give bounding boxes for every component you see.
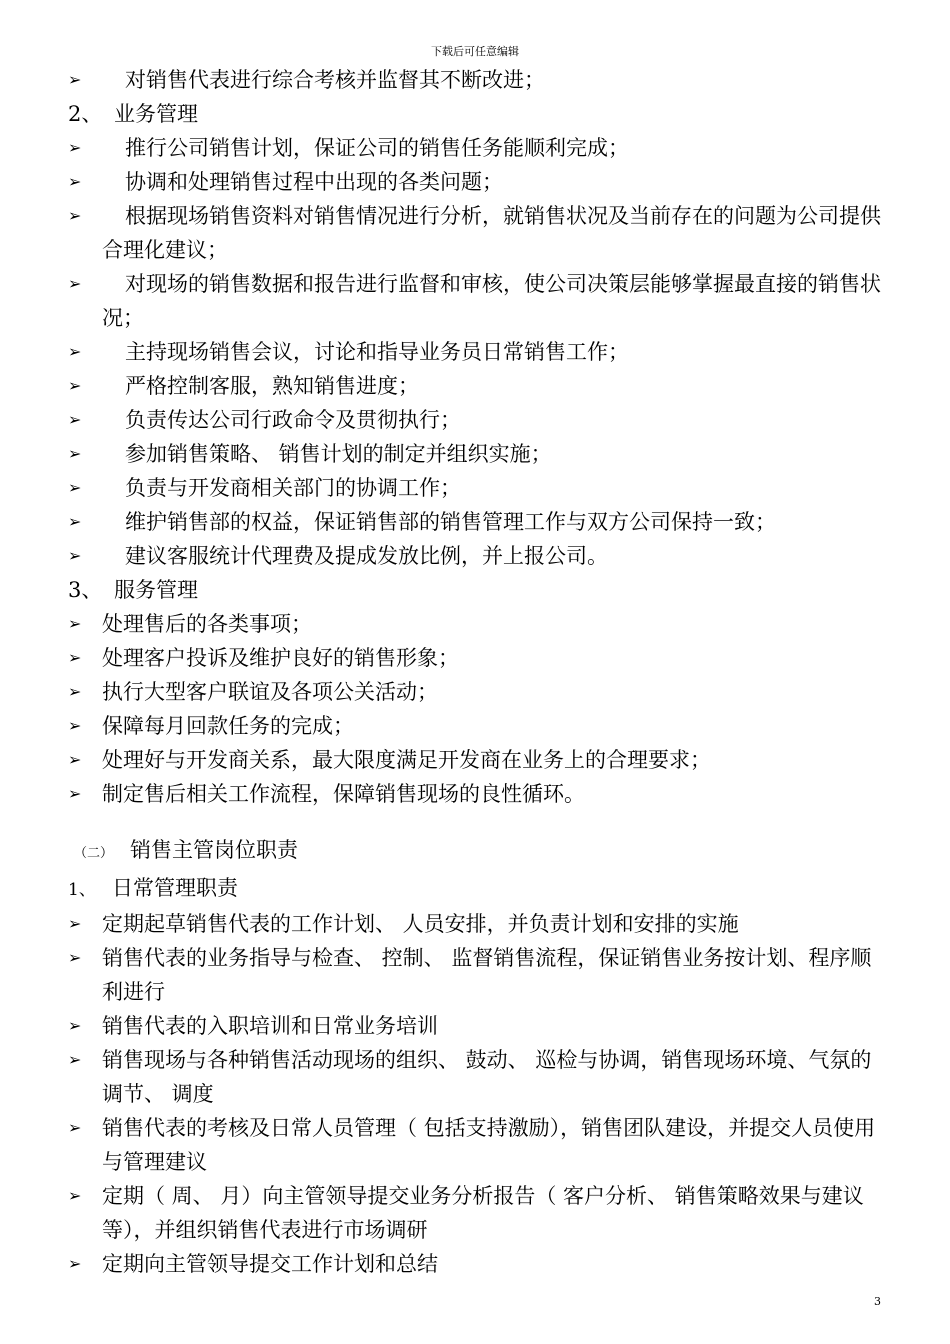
arrow-bullet-icon: ➢ xyxy=(68,138,82,157)
list-item: ➢ 对现场的销售数据和报告进行监督和审核，使公司决策层能够掌握最直接的销售状况； xyxy=(68,267,888,335)
section-heading-business xyxy=(68,97,888,131)
arrow-bullet-icon: ➢ xyxy=(68,1118,82,1137)
list-item: ➢ 推行公司销售计划，保证公司的销售任务能顺利完成； xyxy=(68,131,888,165)
list-item: ➢ 销售现场与各种销售活动现场的组织、 鼓动、 巡检与协调，销售现场环境、气氛的调节、 调度 xyxy=(68,1043,888,1111)
list-item: ➢ 定期起草销售代表的工作计划、 人员安排，并负责计划和安排的实施 xyxy=(68,907,888,941)
arrow-bullet-icon: ➢ xyxy=(68,172,82,191)
list-item: ➢ 定期（ 周、 月）向主管领导提交业务分析报告（ 客户分析、 销售策略效果与建议等），并组织销售代表进行市场调研 xyxy=(68,1179,888,1247)
arrow-bullet-icon: ➢ xyxy=(68,1254,82,1273)
list-item: ➢ 处理售后的各类事项； xyxy=(68,607,888,641)
list-item: ➢ 保障每月回款任务的完成； xyxy=(68,709,888,743)
list-item: ➢ 负责传达公司行政命令及贯彻执行； xyxy=(68,403,888,437)
section-heading-service xyxy=(68,573,888,607)
arrow-bullet-icon: ➢ xyxy=(68,948,82,967)
arrow-bullet-icon: ➢ xyxy=(68,750,82,769)
arrow-bullet-icon: ➢ xyxy=(68,1050,82,1069)
list-item: ➢ 处理好与开发商关系，最大限度满足开发商在业务上的合理要求； xyxy=(68,743,888,777)
arrow-bullet-icon: ➢ xyxy=(68,444,82,463)
page-number: 3 xyxy=(874,1295,881,1308)
section-number: 2、 xyxy=(68,102,103,126)
arrow-bullet-icon: ➢ xyxy=(68,1016,82,1035)
section-title: 服务管理 xyxy=(114,578,198,602)
arrow-bullet-icon: ➢ xyxy=(68,478,82,497)
page-header: 下载后可任意编辑 xyxy=(431,45,519,58)
arrow-bullet-icon: ➢ xyxy=(68,512,82,531)
arrow-bullet-icon: ➢ xyxy=(68,648,82,667)
arrow-bullet-icon: ➢ xyxy=(68,1186,82,1205)
arrow-bullet-icon: ➢ xyxy=(68,682,82,701)
list-item: ➢ 主持现场销售会议，讨论和指导业务员日常销售工作； xyxy=(68,335,888,369)
list-item: ➢ 销售代表的入职培训和日常业务培训 xyxy=(68,1009,888,1043)
list-item: ➢ 参加销售策略、 销售计划的制定并组织实施； xyxy=(68,437,888,471)
section-title: 业务管理 xyxy=(114,102,198,126)
arrow-bullet-icon: ➢ xyxy=(68,376,82,395)
paragraph-spacer xyxy=(68,811,888,833)
subsection-heading xyxy=(68,871,888,907)
list-item: ➢ 制定售后相关工作流程，保障销售现场的良性循环。 xyxy=(68,777,888,811)
list-item: ➢ 根据现场销售资料对销售情况进行分析，就销售状况及当前存在的问题为公司提供合理化建议； xyxy=(68,199,888,267)
arrow-bullet-icon: ➢ xyxy=(68,410,82,429)
subsection-title: 日常管理职责 xyxy=(112,876,238,900)
arrow-bullet-icon: ➢ xyxy=(68,274,82,293)
list-item: ➢ 定期向主管领导提交工作计划和总结 xyxy=(68,1247,888,1281)
arrow-bullet-icon: ➢ xyxy=(68,716,82,735)
part-title: 销售主管岗位职责 xyxy=(130,838,298,862)
list-item: ➢ 维护销售部的权益，保证销售部的销售管理工作与双方公司保持一致； xyxy=(68,505,888,539)
part-label: （二） xyxy=(74,846,114,861)
arrow-bullet-icon: ➢ xyxy=(68,546,82,565)
list-item: ➢ 销售代表的考核及日常人员管理（ 包括支持激励），销售团队建设，并提交人员使用与管理建议 xyxy=(68,1111,888,1179)
document-body xyxy=(68,63,888,1281)
section-number: 3、 xyxy=(68,578,103,602)
list-item: ➢ 严格控制客服，熟知销售进度； xyxy=(68,369,888,403)
part-heading xyxy=(68,833,888,871)
list-item: ➢ 处理客户投诉及维护良好的销售形象； xyxy=(68,641,888,675)
arrow-bullet-icon: ➢ xyxy=(68,614,82,633)
arrow-bullet-icon: ➢ xyxy=(68,914,82,933)
list-item: ➢ 负责与开发商相关部门的协调工作； xyxy=(68,471,888,505)
arrow-bullet-icon: ➢ xyxy=(68,206,82,225)
list-item: ➢ 销售代表的业务指导与检查、 控制、 监督销售流程，保证销售业务按计划、程序顺利进行 xyxy=(68,941,888,1009)
list-item: ➢ 建议客服统计代理费及提成发放比例，并上报公司。 xyxy=(68,539,888,573)
arrow-bullet-icon: ➢ xyxy=(68,70,82,89)
subsection-number: 1、 xyxy=(68,880,96,900)
arrow-bullet-icon: ➢ xyxy=(68,342,82,361)
list-item: ➢ 执行大型客户联谊及各项公关活动； xyxy=(68,675,888,709)
arrow-bullet-icon: ➢ xyxy=(68,784,82,803)
list-item: ➢ 对销售代表进行综合考核并监督其不断改进； xyxy=(68,63,888,97)
list-item: ➢ 协调和处理销售过程中出现的各类问题； xyxy=(68,165,888,199)
